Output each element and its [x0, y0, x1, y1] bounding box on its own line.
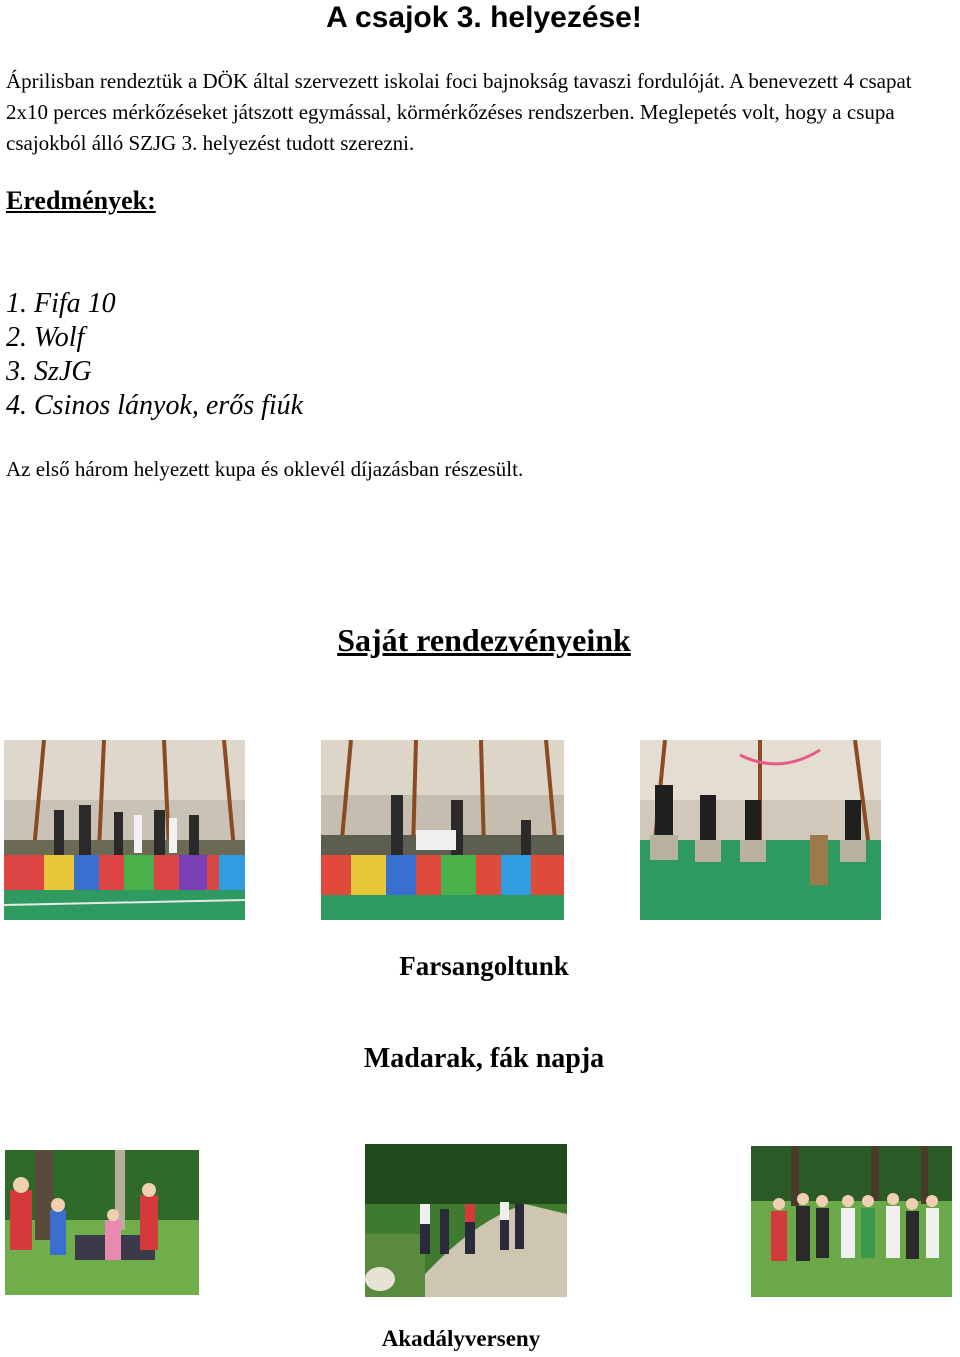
result-item: 1. Fifa 10	[6, 288, 116, 319]
page-title: A csajok 3. helyezése!	[326, 1, 642, 34]
farsang-photo-2	[321, 740, 564, 920]
result-item: 3. SzJG	[6, 356, 92, 387]
result-item: 2. Wolf	[6, 322, 85, 353]
results-list	[6, 287, 303, 423]
akadaly-photo-1	[5, 1150, 199, 1295]
result-item: 4. Csinos lányok, erős fiúk	[6, 390, 304, 421]
results-heading: Eredmények:	[6, 186, 156, 215]
farsang-photo-3	[640, 740, 881, 920]
award-note: Az első három helyezett kupa és oklevél díjazásban részesült.	[6, 457, 524, 481]
akadaly-photo-3	[751, 1146, 952, 1297]
farsang-photo-1	[4, 740, 245, 920]
caption-madarak-fak-napja: Madarak, fák napja	[363, 1043, 605, 1074]
caption-farsang: Farsangoltunk	[399, 951, 569, 981]
events-heading: Saját rendezvényeink	[337, 622, 631, 658]
intro-paragraph: Áprilisban rendeztük a DÖK által szervezett iskolai foci bajnokság tavaszi fordulóját. A benevezett 4 csapat 2x10 perces mérkőzéseket játszott egymással, körmérkőzéses rendszerben. Meglepetés volt, hogy a csupa csajokból álló SZJG 3. helyezést tudott szerezni.	[6, 69, 912, 155]
caption-akadalyverseny: Akadályverseny	[381, 1326, 541, 1351]
akadaly-photo-2	[365, 1144, 567, 1297]
